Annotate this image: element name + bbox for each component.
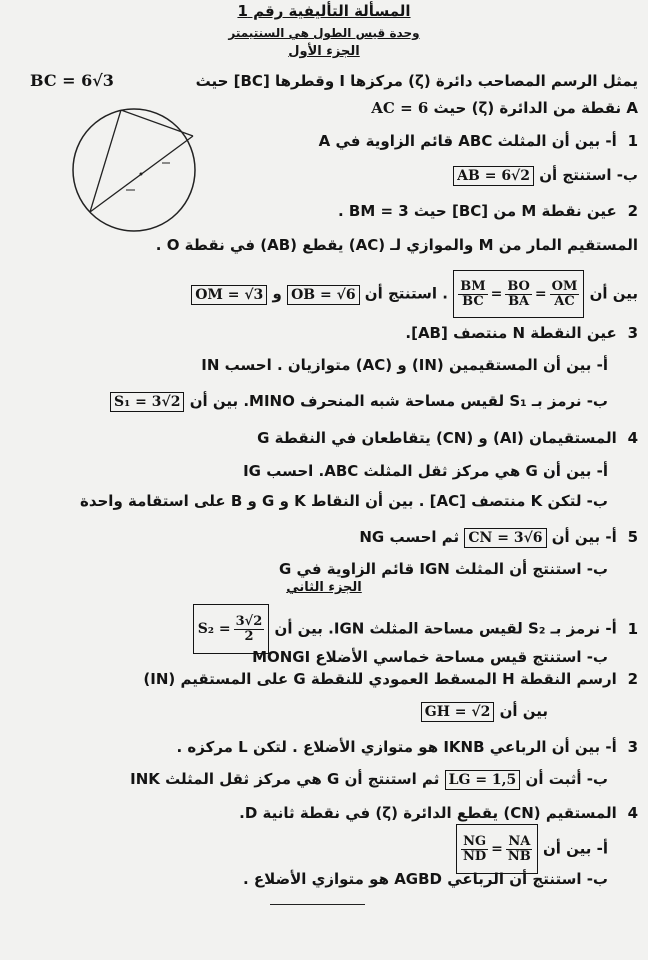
bc-formula: BC = 6√3 (30, 71, 114, 90)
segment-ab (90, 110, 121, 212)
q3-line1: 3 عين النقطة N منتصف [AB]. (405, 324, 638, 342)
q2-line1: 2 عين نقطة M من [BC] حيث BM = 3 . (337, 202, 638, 220)
center-i (140, 173, 143, 176)
q5-a: 5 أ- بين أن CN = 3√6 ثم احسب NG (359, 528, 638, 546)
q5-b: ب- استنتج أن المثلث IGN قائم الزاوية في G (279, 560, 608, 578)
pointA-line: A نقطة من الدائرة (ζ) حيث AC = 6 (371, 99, 638, 117)
q2-line3: بين أن $\frac{BM}{BC}$ = $\frac{BO}{BA}$ = $\frac{OM}{AC}$ . استنتج أن OB = √6 و OM = √3 (10, 270, 638, 314)
end-rule (270, 904, 365, 905)
s1-box: S₁ = 3√2 (110, 392, 184, 412)
p2-q1-a: 1 أ- نرمز بـ S₂ لقيس مساحة المثلث IGN. بين أن S₂ = $\frac{3√2}{2}$ (50, 604, 638, 650)
q4-line1: 4 المستقيمان (AI) و (CN) يتقاطعان في النقطة G (257, 429, 638, 447)
p2-q3-a: 3 أ- بين أن الرباعي IKNB هو متوازي الأضلاع . لتكن L مركزه . (176, 738, 638, 756)
gh-box: GH = √2 (421, 702, 495, 722)
q1-a: 1 أ- بين أن المثلث ABC قائم الزاوية في A (318, 132, 638, 150)
circle-zeta (73, 109, 195, 231)
p2-q2-line2: بين أن GH = √2 (350, 700, 548, 722)
q4-a: أ- بين أن G هي مركز ثقل المثلث ABC. احسب IG (243, 462, 608, 480)
p2-q1-b: ب- استنتج قيس مساحة خماسي الأضلاع MONGI (252, 648, 608, 666)
q4-b: ب- لتكن K منتصف [AC] . بين أن النقاط K و G و B على استقامة واحدة (79, 492, 608, 510)
ratio-box: $\frac{BM}{BC}$ = $\frac{BO}{BA}$ = $\frac{OM}{AC}$ (453, 270, 584, 318)
om-box: OM = √3 (191, 285, 267, 305)
q1-b: ب- استنتج أن AB = 6√2 (250, 164, 638, 186)
part2-heading: الجزء الثاني (286, 580, 362, 595)
ab-box: AB = 6√2 (453, 166, 534, 186)
part1-heading: الجزء الأول (288, 44, 360, 59)
q3-b: ب- نرمز بـ S₁ لقيس مساحة شبه المنحرف MINO. بين أن S₁ = 3√2 (10, 390, 608, 412)
s2-box: S₂ = $\frac{3√2}{2}$ (193, 604, 270, 654)
q3-a: أ- بين أن المستقيمين (IN) و (AC) متوازيان . احسب IN (201, 356, 608, 374)
worksheet-title: المسألة التأليفية رقم 1 (237, 2, 411, 20)
p2-q3-b: ب- أثبت أن LG = 1,5 ثم استنتج أن G هي مركز ثقل المثلث INK (130, 770, 608, 788)
intro-line: يمثل الرسم المصاحب دائرة (ζ) مركزها I وقطرها [BC] حيث BC = 6√3 (30, 71, 638, 90)
ob-box: OB = √6 (287, 285, 359, 305)
q2-line2: المستقيم المار من M والموازي لـ (AC) يقطع (AB) في نقطة O . (155, 236, 638, 254)
ng-ratio-box: $\frac{NG}{ND}$ = $\frac{NA}{NB}$ (456, 824, 538, 874)
p2-q4-a: أ- بين أن $\frac{NG}{ND}$ = $\frac{NA}{NB}$ (350, 824, 608, 870)
lg-box: LG = 1,5 (445, 770, 521, 790)
unit-subtitle: وحدة قيس الطول هي السنتيمتر (228, 26, 420, 40)
p2-q4-b: ب- استنتج أن الرباعي AGBD هو متوازي الأضلاع . (243, 870, 608, 888)
p2-q2-line1: 2 ارسم النقطة H المسقط العمودي للنقطة G على المستقيم (IN) (143, 670, 638, 688)
p2-q4-line1: 4 المستقيم (CN) يقطع الدائرة (ζ) في نقطة ثانية D. (239, 804, 638, 822)
circle-figure (62, 100, 210, 234)
cn-box: CN = 3√6 (464, 528, 546, 548)
